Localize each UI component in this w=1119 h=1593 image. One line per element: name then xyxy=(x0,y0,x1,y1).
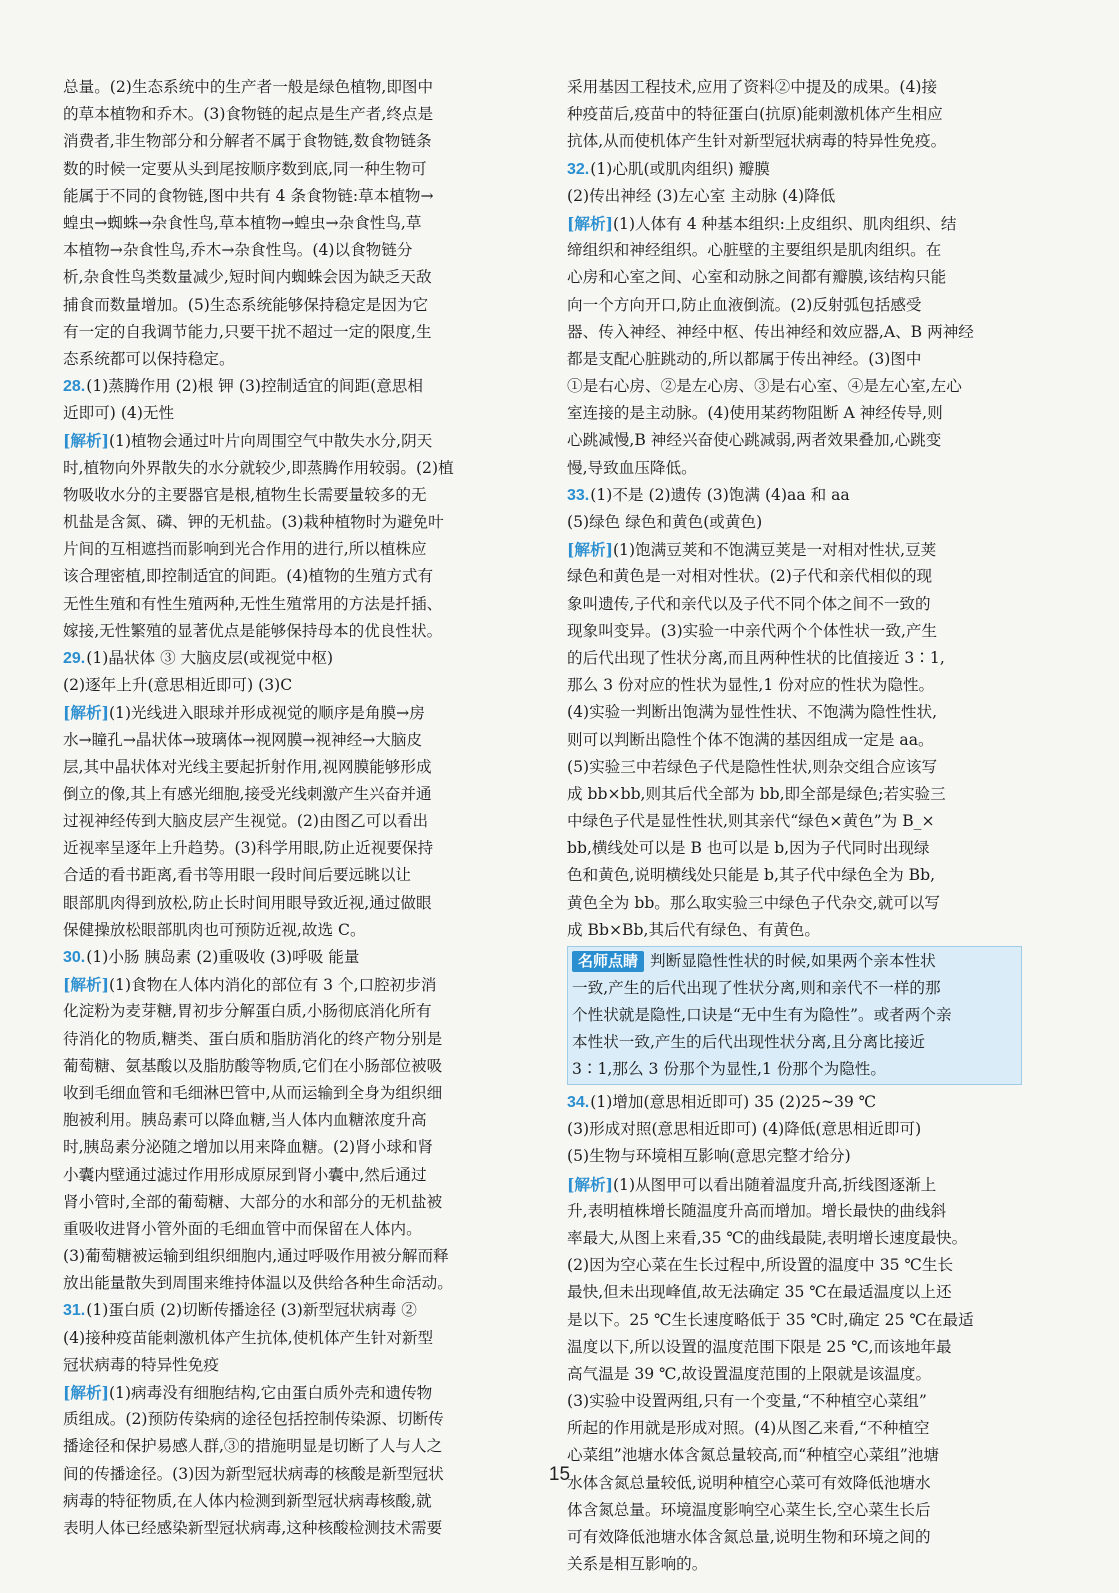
text-line: ①是右心房、②是左心房、③是右心室、④是左心室,左心 xyxy=(567,377,962,396)
text-line: 室连接的是主动脉。(4)使用某药物阻断 A 神经传导,则 xyxy=(567,404,943,423)
text-line: 体含氮总量。环境温度影响空心菜生长,空心菜生长后 xyxy=(567,1500,931,1519)
text-line: (5)生物与环境相互影响(意思完整才给分) xyxy=(567,1147,851,1166)
text-line: (4)实验一判断出饱满为显性性状、不饱满为隐性性状, xyxy=(567,703,938,722)
text-line: (4)接种疫苗能刺激机体产生抗体,使机体产生针对新型 xyxy=(63,1328,434,1347)
text-line: 向一个方向开口,防止血液倒流。(2)反射弧包括感受 xyxy=(567,295,922,314)
text-line: 冠状病毒的特异性免疫 xyxy=(63,1355,219,1374)
text-line: 倒立的像,其上有感光细胞,接受光线刺激产生兴奋并通 xyxy=(63,784,432,803)
text-line: (5)实验三中若绿色子代是隐性性状,则杂交组合应该写 xyxy=(567,757,938,776)
question-number: 31. xyxy=(63,1302,86,1320)
text-line: [解析](1)病毒没有细胞结构,它由蛋白质外壳和遗传物 xyxy=(63,1383,433,1402)
text-line: 水体含氮总量较低,说明种植空心菜可有效降低池塘水 xyxy=(567,1473,931,1492)
text-line: 眼部肌肉得到放松,防止长时间用眼导致近视,通过做眼 xyxy=(63,893,432,912)
text-line: 消费者,非生物部分和分解者不属于食物链,数食物链条 xyxy=(63,132,432,151)
text-line: 升,表明植株增长随温度升高而增加。增长最快的曲线斜 xyxy=(567,1201,947,1220)
text-line: 29.(1)晶状体 ③ 大脑皮层(或视觉中枢) xyxy=(63,648,334,667)
text-line: 绿色和黄色是一对相对性状。(2)子代和亲代相似的现 xyxy=(567,567,933,586)
text-line: 重吸收进肾小管外面的毛细血管中而保留在人体内。 xyxy=(63,1219,422,1238)
text-line: 则可以判断出隐性个体不饱满的基因组成一定是 aa。 xyxy=(567,730,934,749)
text-line: (3)葡萄糖被运输到组织细胞内,通过呼吸作用被分解而释 xyxy=(63,1247,449,1266)
analysis-tag: [解析] xyxy=(567,540,613,560)
text-line: [解析](1)从图甲可以看出随着温度升高,折线图逐渐上 xyxy=(567,1174,937,1194)
text-line: 高气温是 39 ℃,故设置温度范围的上限就是该温度。 xyxy=(567,1364,932,1383)
text-line: 是以下。25 ℃生长速度略低于 35 ℃时,确定 25 ℃在最适 xyxy=(567,1310,974,1329)
text-line: 种疫苗后,疫苗中的特征蛋白(抗原)能刺激机体产生相应 xyxy=(567,105,943,124)
text-line: 所起的作用就是形成对照。(4)从图乙来看,“不种植空 xyxy=(567,1419,930,1438)
page-number: 15 xyxy=(548,1464,571,1485)
text-line: 葡萄糖、氨基酸以及脂肪酸等物质,它们在小肠部位被吸 xyxy=(63,1056,443,1075)
text-line: 能属于不同的食物链,图中共有 4 条食物链:草本植物→ xyxy=(63,186,434,205)
question-number: 33. xyxy=(567,486,590,504)
text-line: 总量。(2)生态系统中的生产者一般是绿色植物,即图中 xyxy=(63,78,434,96)
text-line: 表明人体已经感染新型冠状病毒,这种核酸检测技术需要 xyxy=(63,1518,443,1537)
text-line: 那么 3 份对应的性状为显性,1 份对应的性状为隐性。 xyxy=(567,676,935,695)
question-number: 28. xyxy=(63,378,86,396)
text-line: (2)传出神经 (3)左心室 主动脉 (4)降低 xyxy=(567,186,836,205)
text-line: 心房和心室之间、心室和动脉之间都有瓣膜,该结构只能 xyxy=(567,268,947,287)
text-line: 近视率呈逐年上升趋势。(3)科学用眼,防止近视要保持 xyxy=(63,839,434,858)
text-line: 器、传入神经、神经中枢、传出神经和效应器,A、B 两神经 xyxy=(567,322,974,341)
text-line: 蝗虫→蜘蛛→杂食性鸟,草本植物→蝗虫→杂食性鸟,草 xyxy=(63,213,422,232)
analysis-tag: [解析] xyxy=(567,1174,613,1194)
text-line: 可有效降低池塘水体含氮总量,说明生物和环境之间的 xyxy=(567,1528,931,1546)
text-line: 成 bb×bb,则其后代全部为 bb,即全部是绿色;若实验三 xyxy=(567,784,946,803)
text-line: 胞被利用。胰岛素可以降血糖,当人体内血糖浓度升高 xyxy=(63,1111,427,1130)
text-line: 温度以下,所以设置的温度范围下限是 25 ℃,而该地年最 xyxy=(567,1337,952,1356)
text-line: 机盐是含氮、磷、钾的无机盐。(3)栽种植物时为避免叶 xyxy=(63,513,444,531)
text-line: 保健操放松眼部肌肉也可预防近视,故选 C。 xyxy=(63,920,366,939)
tip-line: 一致,产生的后代出现了性状分离,则和亲代不一样的那 xyxy=(572,979,941,997)
text-line: 捕食而数量增加。(5)生态系统能够保持稳定是因为它 xyxy=(63,295,429,314)
text-line: 近即可) (4)无性 xyxy=(63,404,175,423)
analysis-tag: [解析] xyxy=(63,1383,109,1402)
text-line: 待消化的物质,糖类、蛋白质和脂肪消化的终产物分别是 xyxy=(63,1029,443,1048)
text-line: 片间的互相遮挡而影响到光合作用的进行,所以植株应 xyxy=(63,540,427,559)
text-line: 态系统都可以保持稳定。 xyxy=(63,349,235,368)
text-line: 时,胰岛素分泌随之增加以用来降血糖。(2)肾小球和肾 xyxy=(63,1138,434,1157)
text-line: 有一定的自我调节能力,只要干扰不超过一定的限度,生 xyxy=(63,322,432,341)
text-line: [解析](1)光线进入眼球并形成视觉的顺序是角膜→房 xyxy=(63,703,425,723)
text-line: 抗体,从而使机体产生针对新型冠状病毒的特异性免疫。 xyxy=(567,132,947,151)
right-column-bottom xyxy=(567,1089,1022,1578)
question-number: 30. xyxy=(63,949,86,966)
right-column-top xyxy=(567,74,1022,944)
question-number: 32. xyxy=(567,160,590,178)
text-line: 收到毛细血管和毛细淋巴管中,从而运输到全身为组织细 xyxy=(63,1083,443,1102)
text-line: 慢,导致血压降低。 xyxy=(567,458,697,477)
text-line: 32.(1)心肌(或肌肉组织) 瓣膜 xyxy=(567,159,770,178)
text-line: 间的传播途径。(3)因为新型冠状病毒的核酸是新型冠状 xyxy=(63,1464,444,1483)
text-line: 本植物→杂食性鸟,乔木→杂食性鸟。(4)以食物链分 xyxy=(63,241,413,260)
text-line: 放出能量散失到周围来维持体温以及供给各种生命活动。 xyxy=(63,1274,453,1293)
text-line: 28.(1)蒸腾作用 (2)根 钾 (3)控制适宜的间距(意思相 xyxy=(63,377,423,396)
text-line: 肾小管时,全部的葡萄糖、大部分的水和部分的无机盐被 xyxy=(63,1192,443,1211)
text-line: 水→瞳孔→晶状体→玻璃体→视网膜→视神经→大脑皮 xyxy=(63,730,423,749)
text-line: [解析](1)植物会通过叶片向周围空气中散失水分,阴天 xyxy=(63,431,433,451)
text-line: 病毒的特征物质,在人体内检测到新型冠状病毒核酸,就 xyxy=(63,1491,432,1510)
text-line: (2)因为空心菜在生长过程中,所设置的温度中 35 ℃生长 xyxy=(567,1256,954,1275)
text-line: 成 Bb×Bb,其后代有绿色、有黄色。 xyxy=(567,920,820,939)
question-number: 29. xyxy=(63,649,86,667)
text-line: (3)形成对照(意思相近即可) (4)降低(意思相近即可) xyxy=(567,1120,922,1139)
text-line: 34.(1)增加(意思相近即可) 35 (2)25~39 ℃ xyxy=(567,1093,877,1111)
tip-line: 本性状一致,产生的后代出现性状分离,且分离比接近 xyxy=(572,1033,925,1051)
text-line: (5)绿色 绿色和黄色(或黄色) xyxy=(567,513,763,531)
text-line: 的草本植物和乔木。(3)食物链的起点是生产者,终点是 xyxy=(63,105,434,124)
question-number: 34. xyxy=(567,1094,590,1111)
text-line: 33.(1)不是 (2)遗传 (3)饱满 (4)aa 和 aa xyxy=(567,485,850,504)
text-line: bb,横线处可以是 B 也可以是 b,因为子代同时出现绿 xyxy=(567,839,930,858)
analysis-tag: [解析] xyxy=(63,975,109,995)
text-line: 时,植物向外界散失的水分就较少,即蒸腾作用较弱。(2)植 xyxy=(63,458,454,477)
tip-line: 3∶1,那么 3 份那个为显性,1 份那个为隐性。 xyxy=(572,1060,886,1078)
text-line: 都是支配心脏跳动的,所以都属于传出神经。(3)图中 xyxy=(567,349,922,368)
text-line: 关系是相互影响的。 xyxy=(567,1555,708,1574)
text-line: 现象叫变异。(3)实验一中亲代两个个体性状一致,产生 xyxy=(567,621,938,640)
text-line: 析,杂食性鸟类数量减少,短时间内蜘蛛会因为缺乏天敌 xyxy=(63,268,432,287)
analysis-tag: [解析] xyxy=(63,431,109,451)
analysis-tag: [解析] xyxy=(567,213,613,233)
tip-line: 判断显隐性性状的时候,如果两个亲本性状 xyxy=(650,952,936,970)
text-line: 缔组织和神经组织。心脏壁的主要组织是肌肉组织。在 xyxy=(567,241,942,260)
text-line: 过视神经传到大脑皮层产生视觉。(2)由图乙可以看出 xyxy=(63,812,429,831)
text-line: (2)逐年上升(意思相近即可) (3)C xyxy=(63,676,293,695)
text-line: 的后代出现了性状分离,而且两种性状的比值接近 3∶1, xyxy=(567,648,945,667)
text-line: 象叫遗传,子代和亲代以及子代不同个体之间不一致的 xyxy=(567,594,931,613)
text-line: 化淀粉为麦芽糖,胃初步分解蛋白质,小肠彻底消化所有 xyxy=(63,1002,432,1021)
text-line: 该合理密植,即控制适宜的间距。(4)植物的生殖方式有 xyxy=(63,567,434,586)
text-line: 层,其中晶状体对光线主要起折射作用,视网膜能够形成 xyxy=(63,757,432,776)
text-line: 采用基因工程技术,应用了资料②中提及的成果。(4)接 xyxy=(567,78,938,96)
tip-line: 个性状就是隐性,口诀是“无中生有为隐性”。或者两个亲 xyxy=(572,1006,952,1024)
text-line: [解析](1)饱满豆荚和不饱满豆荚是一对相对性状,豆荚 xyxy=(567,540,937,560)
text-line: 最快,但未出现峰值,故无法确定 35 ℃在最适温度以上还 xyxy=(567,1283,952,1302)
text-line: 30.(1)小肠 胰岛素 (2)重吸收 (3)呼吸 能量 xyxy=(63,948,360,966)
text-line: 心跳减慢,B 神经兴奋使心跳减弱,两者效果叠加,心跳变 xyxy=(567,431,942,450)
text-line: 无性生殖和有性生殖两种,无性生殖常用的方法是扦插、 xyxy=(63,594,443,613)
text-line: 数的时候一定要从头到尾按顺序数到底,同一种生物可 xyxy=(63,159,427,178)
text-line: [解析](1)人体有 4 种基本组织:上皮组织、肌肉组织、结 xyxy=(567,213,957,233)
tip-label: 名师点睛 xyxy=(572,951,644,972)
text-line: 质组成。(2)预防传染病的途径包括控制传染源、切断传 xyxy=(63,1410,444,1429)
text-line: 中绿色子代是显性性状,则其亲代“绿色×黄色”为 B_× xyxy=(567,812,935,831)
text-line: 播途径和保护易感人群,③的措施明显是切断了人与人之 xyxy=(63,1437,443,1456)
text-line: 31.(1)蛋白质 (2)切断传播途径 (3)新型冠状病毒 ② xyxy=(63,1301,417,1320)
text-line: 物吸收水分的主要器官是根,植物生长需要量较多的无 xyxy=(63,485,427,504)
text-line: 嫁接,无性繁殖的显著优点是能够保持母本的优良性状。 xyxy=(63,621,443,640)
text-line: 黄色全为 bb。那么取实验三中绿色子代杂交,就可以写 xyxy=(567,893,940,912)
text-line: 合适的看书距离,看书等用眼一段时间后要远眺以让 xyxy=(63,866,412,885)
teacher-tip-box xyxy=(567,946,1022,1085)
text-line: 心菜组”池塘水体含氮总量较高,而“种植空心菜组”池塘 xyxy=(567,1446,939,1465)
left-column xyxy=(63,74,510,1542)
text-line: (3)实验中设置两组,只有一个变量,“不种植空心菜组” xyxy=(567,1392,927,1411)
text-line: 率最大,从图上来看,35 ℃的曲线最陡,表明增长速度最快。 xyxy=(567,1228,968,1247)
right-column xyxy=(567,74,1022,1578)
text-line: 小囊内壁通过滤过作用形成原尿到肾小囊中,然后通过 xyxy=(63,1165,427,1184)
text-line: 色和黄色,说明横线处只能是 b,其子代中绿色全为 Bb, xyxy=(567,866,936,885)
text-line: [解析](1)食物在人体内消化的部位有 3 个,口腔初步消 xyxy=(63,975,437,995)
analysis-tag: [解析] xyxy=(63,703,109,723)
